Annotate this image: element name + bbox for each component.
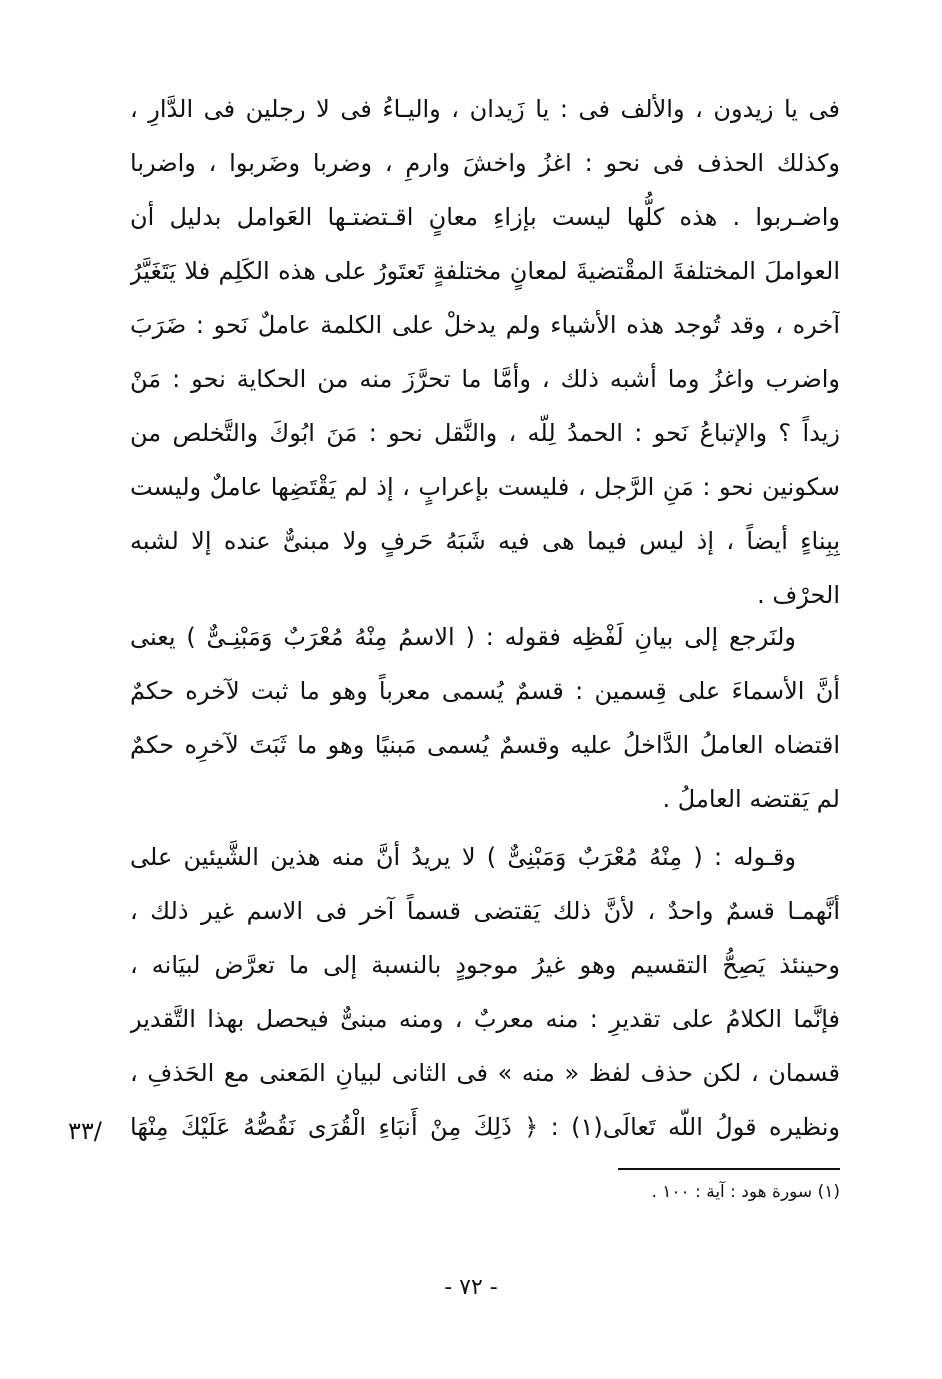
text-line: فإنَّما الكلامُ على تقديرِ : منه معربٌ ، ومنه مبنىٌّ فيحصل بهذا التَّقدير: [130, 1005, 840, 1033]
text-line: وحينئذ يَصِحُّ التقسيم وهو غيرُ موجودٍ بالنسبة إلى ما تعرَّض لبيَانه ،: [130, 951, 840, 979]
footnote: (١) سورة هود : آية : ١٠٠ .: [651, 1182, 840, 1202]
page-number: - ٧٢ -: [444, 1275, 498, 1300]
margin-note: /٣٣: [68, 1117, 102, 1145]
text-line: ونظيره قولُ اللّه تَعالَى(١) : ﴿ ذَلِكَ مِنْ أَنبَاءِ الْقُرَى نَقُصُّهُ عَلَيْكَ مِنْهَا: [130, 1113, 840, 1141]
text-line: العواملَ المختلفةَ المقْتضيةَ لمعانٍ مختلفةٍ تَعتَورُ على هذه الكَلِم فلا يَتَغَيَّرُ: [130, 257, 840, 285]
text-line: آخره ، وقد تُوجد هذه الأشياء ولم يدخلْ على الكلمة عاملٌ نَحو : ضَرَبَ: [130, 311, 840, 339]
text-line: فى يا زيدون ، والألف فى : يا زَيدان ، واليـاءُ فى لا رجلين فى الدَّارِ ،: [130, 95, 840, 123]
paragraph-3: [130, 830, 840, 1154]
paragraph-1: [130, 82, 840, 622]
text-line: وكذلك الحذف فى نحو : اغزُ واخشَ وارمِ ، وضربا وضَربوا ، واضربا: [130, 149, 840, 177]
text-line: ولنَرجع إلى بيانِ لَفْظِه فقوله : ( الاسمُ مِنْهُ مُعْرَبٌ وَمَبْنِـىٌّ ) يعنى: [130, 623, 796, 651]
text-line: الحرْف .: [757, 581, 840, 609]
text-line: بِبِناءٍ أيضاً ، إذ ليس فيما هى فيه شَبَهُ حَرفٍ ولا مبنىٌّ عنده إلا لشبه: [130, 527, 840, 555]
text-line: اقتضاه العاملُ الدَّاخلُ عليه وقسمٌ يُسمى مَبنيًا وهو ما ثَبَتَ لآخرِه حكمٌ: [130, 731, 840, 759]
text-line: أنَّهمـا قسمٌ واحدٌ ، لأنَّ ذلك يَقتضى قسماً آخر فى الاسم غير ذلك ،: [130, 897, 840, 925]
footnote-divider: [618, 1168, 840, 1170]
text-line: سكونين نحو : مَنِ الرَّجل ، فليست بإعرابٍ ، إذ لم يَقْتَضِها عاملٌ وليست: [130, 473, 840, 501]
text-line: وقـوله : ( مِنْهُ مُعْرَبٌ وَمَبْنِىٌّ ) لا يريدُ أنَّ منه هذين الشَّيئين على: [130, 843, 796, 871]
text-line: زيداً ؟ والإتباعُ نَحو : الحمدُ لِلّه ، والنَّقل نحو : مَنَ ابُوكَ والتَّخلص من: [130, 419, 840, 447]
text-line: قسمان ، لكن حذف لفظ « منه » فى الثانى لبيانِ المَعنى مع الحَذفِ ،: [130, 1059, 840, 1087]
text-line: واضـربوا . هذه كلُّها ليست بإزاءِ معانٍ اقـتضتـها العَوامل بدليل أن: [130, 203, 840, 231]
paragraph-2: [130, 610, 840, 826]
text-line: أنَّ الأسماءَ على قِسمين : قسمٌ يُسمى معرباً وهو ما ثبت لآخره حكمٌ: [130, 677, 840, 705]
text-line: لم يَقتضه العاملُ .: [662, 785, 840, 813]
text-line: واضرب واغزُ وما أشبه ذلك ، وأمَّا ما تحرَّزَ منه من الحكاية نحو : مَنْ: [130, 365, 840, 393]
